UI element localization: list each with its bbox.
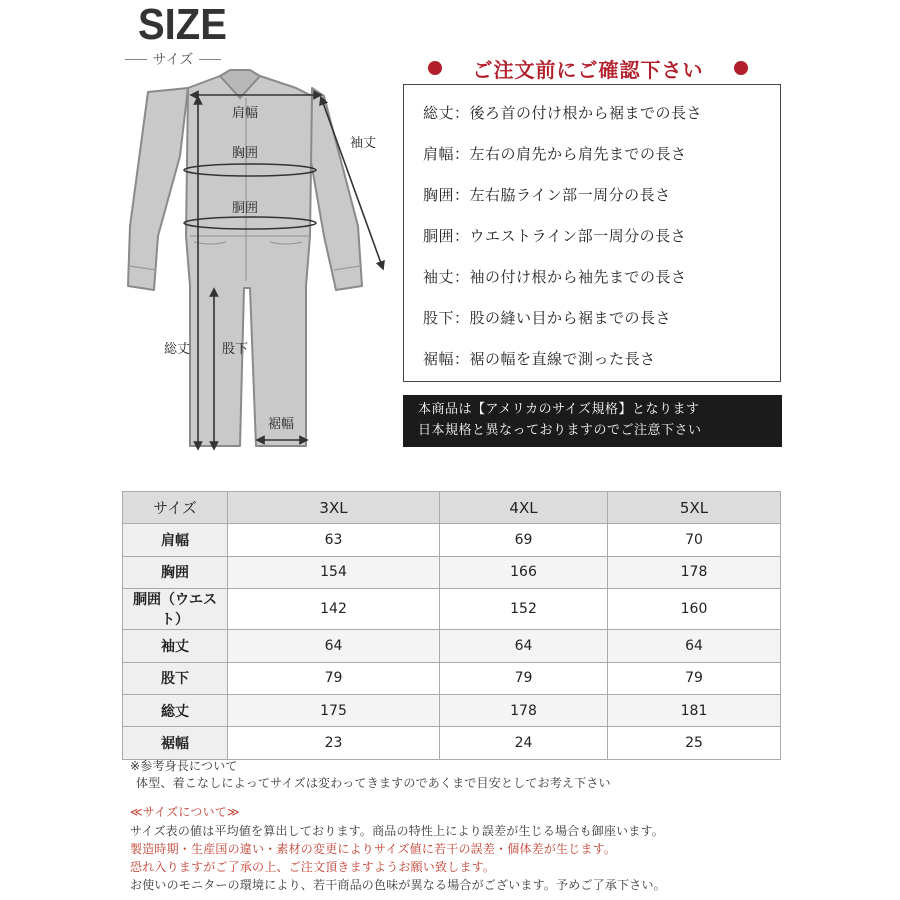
definition-row: 胸囲：左右脇ライン部一周分の長さ [423, 186, 671, 204]
table-row [123, 556, 781, 588]
table-row [123, 589, 781, 630]
table-cell: 23 [228, 727, 440, 759]
subtitle-rule-left [125, 59, 147, 60]
table-row-label: 肩幅 [123, 524, 228, 556]
table-row [123, 694, 781, 726]
table-row-label: 総丈 [123, 694, 228, 726]
table-cell: 79 [228, 662, 440, 694]
diagram-label-chest: 胸囲 [232, 146, 259, 161]
about-size-title: ≪サイズについて≫ [130, 805, 240, 819]
notice-heading-text: ご注文前にご確認下さい [472, 57, 704, 82]
table-cell: 64 [228, 630, 440, 662]
table-cell: 64 [608, 630, 781, 662]
definition-row: 股下：股の縫い目から裾までの長さ [423, 309, 672, 327]
table-cell: 63 [228, 524, 440, 556]
diagram-label-inseam: 股下 [222, 342, 249, 357]
page-title: SIZE [138, 1, 227, 49]
diagram-label-shoulder: 肩幅 [232, 106, 259, 121]
diagram-label-hem: 裾幅 [268, 417, 295, 432]
diagram-label-length: 総丈 [164, 342, 191, 357]
measurement-definitions [403, 84, 781, 382]
table-row [123, 630, 781, 662]
notice-dot-left [428, 61, 442, 75]
definition-row: 胴囲：ウエストライン部一周分の長さ [423, 227, 687, 245]
table-header-row [123, 492, 781, 524]
table-row [123, 662, 781, 694]
diagram-label-sleeve: 袖丈 [350, 136, 377, 151]
table-row-label: 胴囲（ウエスト） [123, 589, 228, 630]
table-cell: 25 [608, 727, 781, 759]
table-cell: 181 [608, 694, 781, 726]
table-cell: 166 [440, 556, 608, 588]
definition-row: 肩幅：左右の肩先から肩先までの長さ [423, 145, 687, 163]
table-cell: 175 [228, 694, 440, 726]
table-header-cell: 5XL [608, 492, 781, 524]
table-cell: 154 [228, 556, 440, 588]
table-cell: 79 [608, 662, 781, 694]
reference-height-title: ※参考身長について [130, 759, 238, 773]
table-row-label: 裾幅 [123, 727, 228, 759]
subtitle-rule-right [199, 59, 221, 60]
notice-heading [428, 53, 748, 83]
definition-row: 総丈：後ろ首の付け根から裾までの長さ [423, 104, 703, 122]
table-header-cell: 3XL [228, 492, 440, 524]
table-cell: 69 [440, 524, 608, 556]
size-table [122, 491, 781, 760]
definition-row: 裾幅：裾の幅を直線で測った長さ [423, 350, 656, 368]
definition-row: 袖丈：袖の付け根から袖先までの長さ [423, 268, 687, 286]
table-cell: 142 [228, 589, 440, 630]
table-header-cell: サイズ [123, 492, 228, 524]
table-cell: 64 [440, 630, 608, 662]
table-row [123, 727, 781, 759]
table-cell: 160 [608, 589, 781, 630]
table-row-label: 袖丈 [123, 630, 228, 662]
us-size-notice [403, 395, 782, 447]
table-cell: 152 [440, 589, 608, 630]
us-size-notice-line1: 本商品は【アメリカのサイズ規格】となります [418, 402, 700, 417]
about-size-line4: お使いのモニターの環境により、若干商品の色味が異なる場合がございます。予めご了承下さい。 [130, 878, 666, 892]
coverall-diagram [110, 66, 400, 456]
coverall-shape [128, 70, 362, 446]
table-cell: 70 [608, 524, 781, 556]
table-header-cell: 4XL [440, 492, 608, 524]
table-cell: 79 [440, 662, 608, 694]
table-row-label: 胸囲 [123, 556, 228, 588]
subtitle-text: サイズ [152, 52, 194, 68]
about-size-line3: 恐れ入りますがご了承の上、ご注文頂きますようお願い致します。 [130, 860, 496, 874]
notice-dot-right [734, 61, 748, 75]
us-size-notice-line2: 日本規格と異なっておりますのでご注意下さい [418, 423, 702, 438]
about-size-line1: サイズ表の値は平均値を算出しております。商品の特性上により誤差が生じる場合も御座います。 [130, 824, 664, 838]
table-cell: 178 [608, 556, 781, 588]
reference-height-text: 体型、着こなしによってサイズは変わってきますのであくまで目安としてお考え下さい [136, 776, 611, 790]
diagram-label-waist: 胴囲 [232, 201, 259, 216]
table-cell: 178 [440, 694, 608, 726]
table-cell: 24 [440, 727, 608, 759]
table-row-label: 股下 [123, 662, 228, 694]
table-row [123, 524, 781, 556]
about-size-line2: 製造時期・生産国の違い・素材の変更によりサイズ値に若干の誤差・個体差が生じます。 [130, 842, 617, 856]
